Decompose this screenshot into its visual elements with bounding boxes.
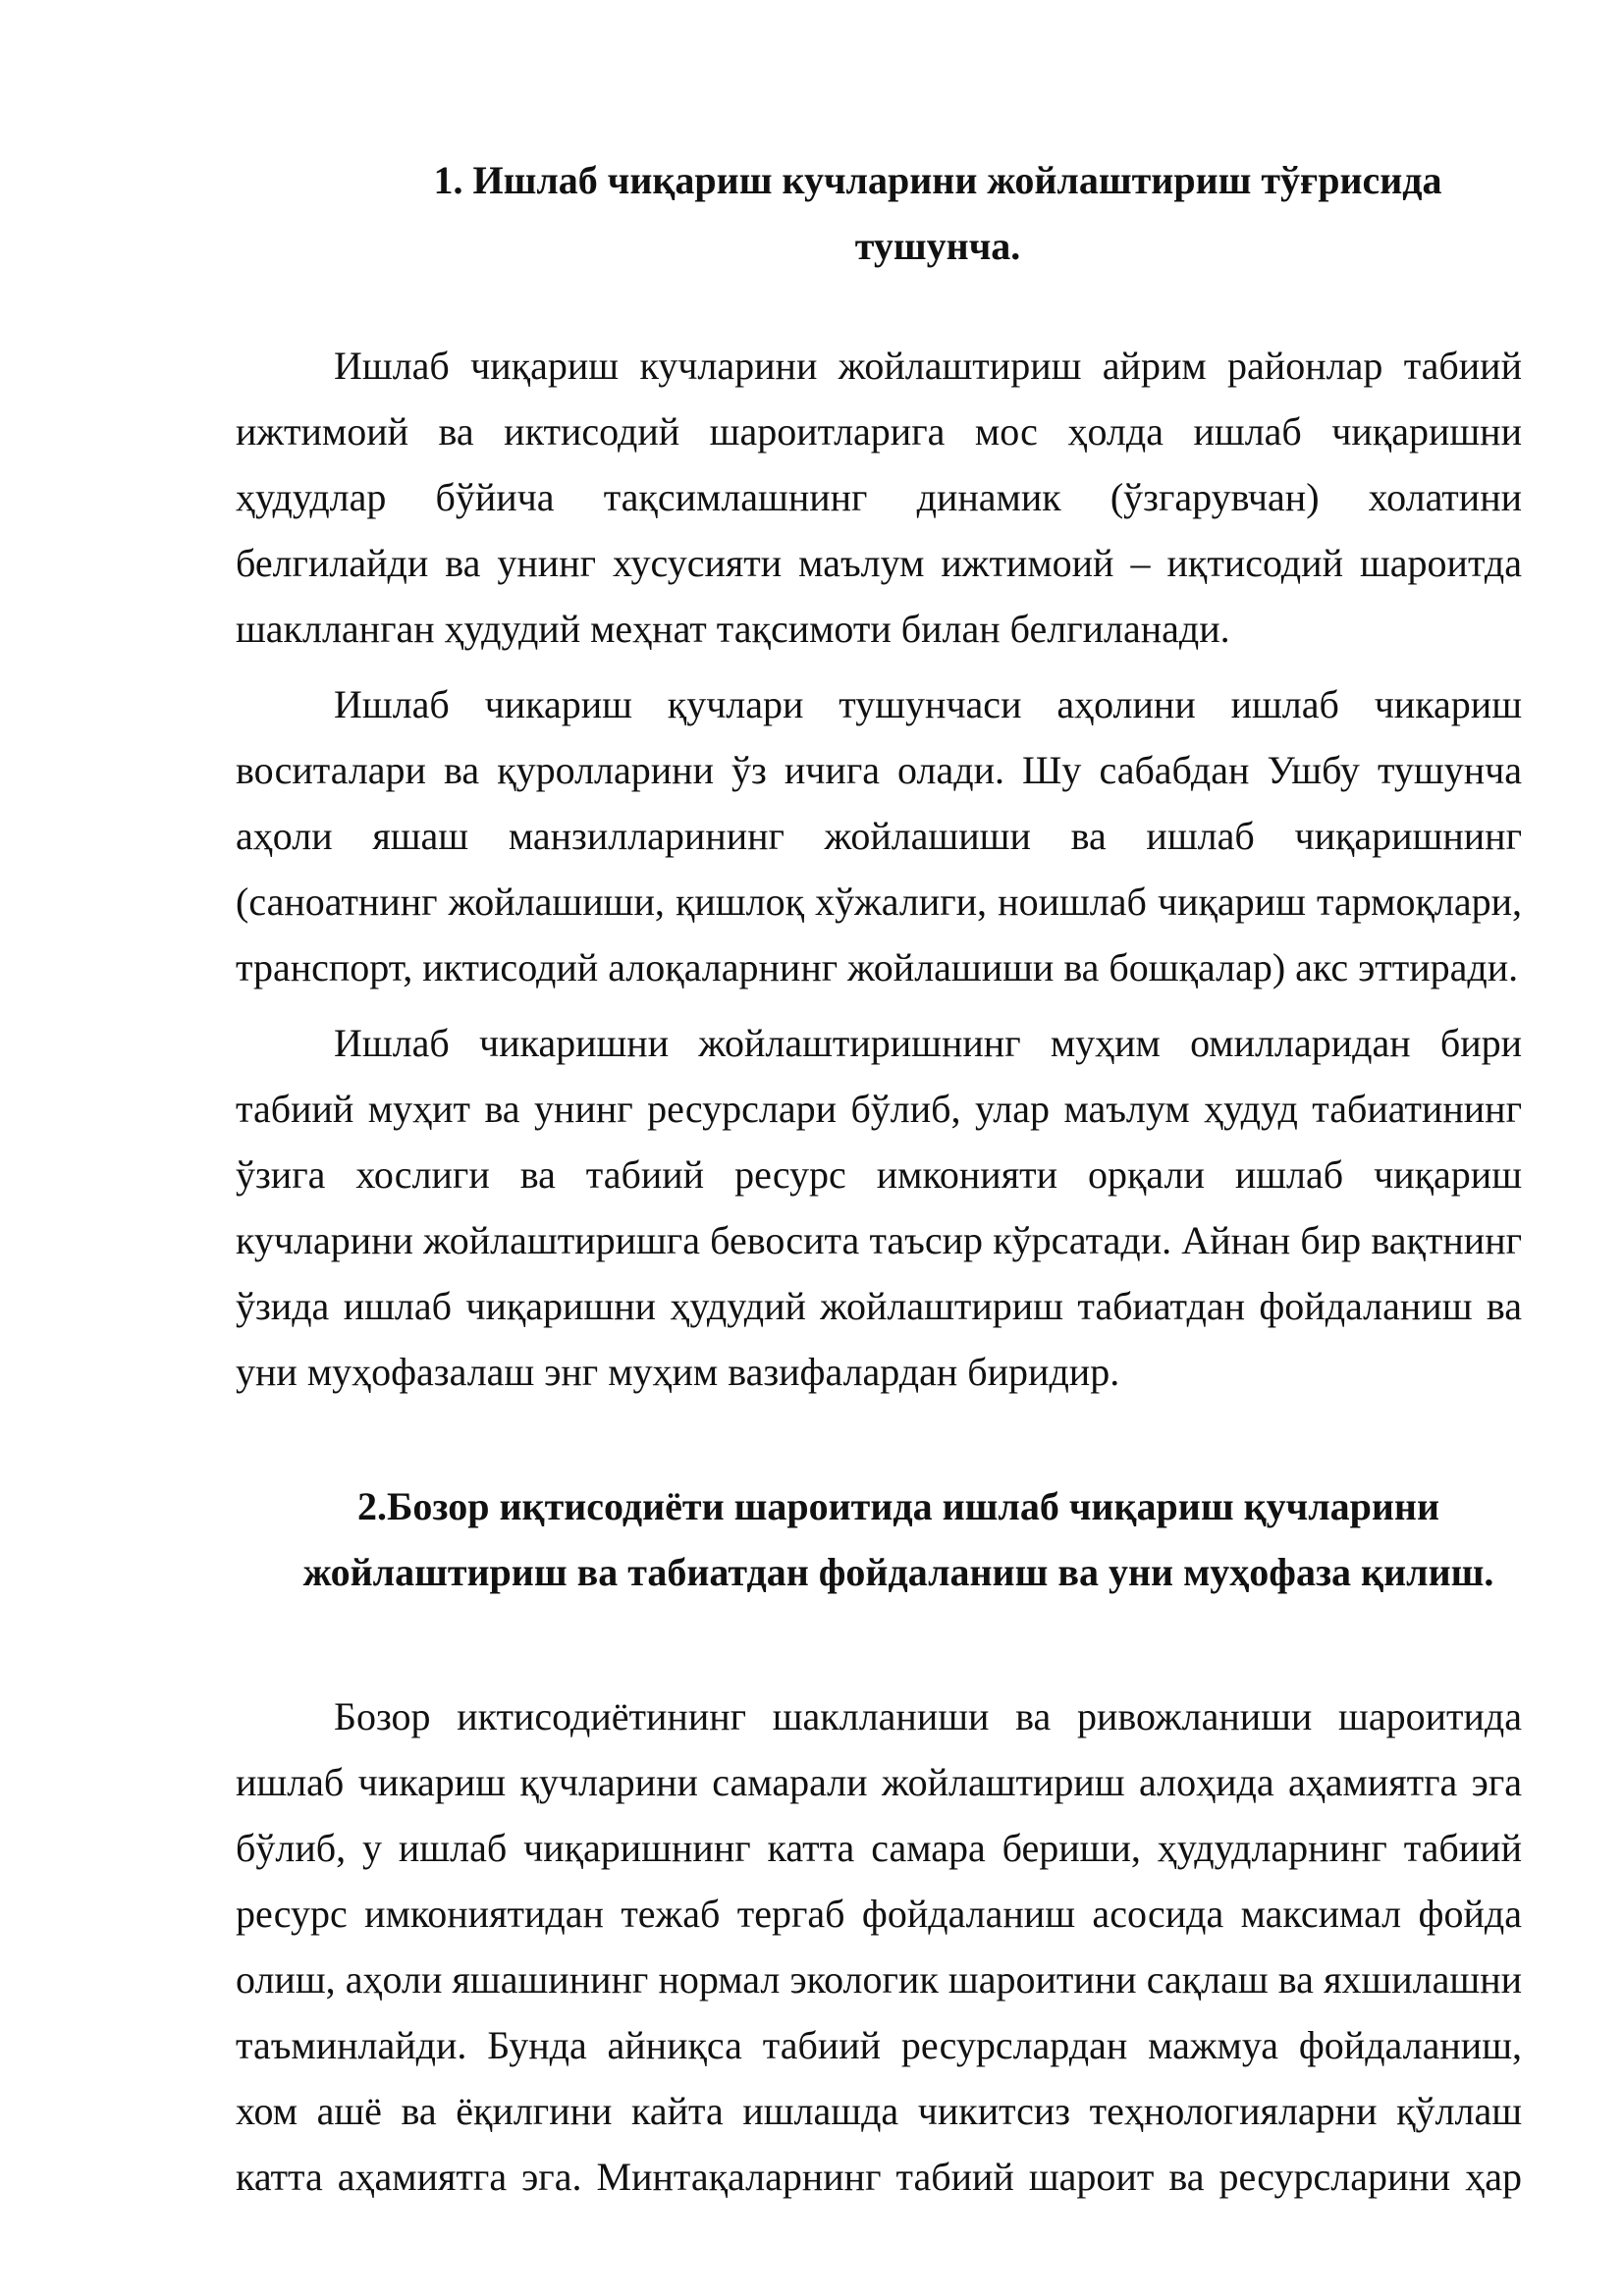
section-2-paragraph-1: Бозор иктисодиётининг шаклланиши ва ривожланиши шароитида ишлаб чикариш қучларини самарали жойлаштириш алоҳида аҳамиятга эга бўлиб, у ишлаб чиқаришнинг катта самара бериши, ҳудудларнинг табиий ресурс имкониятидан тежаб тергаб фойдаланиш асосида максимал фойда олиш, аҳоли яшашининг нормал экологик шароитини сақлаш ва яхшилашни таъминлайди. Бунда айниқса табиий ресурслардан мажмуа фойдаланиш, хом ашё ва ёқилгини кайта ишлашда чикитсиз теҳнологияларни қўллаш катта аҳамиятга эга. Минтақаларнинг табиий шароит ва ресурсларини ҳар [236, 1694, 1522, 2199]
document-page [236, 147, 1522, 2219]
section-2-heading-line-2: жойлаштириш ва табиатдан фойдаланиш ва уни муҳофаза қилиш. [302, 1550, 1494, 1594]
section-1-paragraph-3: Ишлаб чикаришни жойлаштиришнинг муҳим омилларидан бири табиий муҳит ва унинг ресурслари бўлиб, улар маълум ҳудуд табиатининг ўзига хослиги ва табиий ресурс имконияти орқали ишлаб чиқариш кучларини жойлаштиришга бевосита таъсир кўрсатади. Айнан бир вақтнинг ўзида ишлаб чиқаришни ҳудудий жойлаштириш табиатдан фойдаланиш ва уни муҳофазалаш энг муҳим вазифалардан биридир. [236, 1021, 1522, 1394]
section-1-paragraph-1: Ишлаб чиқариш кучларини жойлаштириш айрим районлар табиий ижтимоий ва иктисодий шароитларига мос ҳолда ишлаб чиқаришни ҳудудлар бўйича тақсимлашнинг динамик (ўзгарувчан) холатини белгилайди ва унинг хусусияти маълум ижтимоий – иқтисодий шароитда шаклланган ҳудудий меҳнат тақсимоти билан белгиланади. [236, 344, 1522, 651]
section-1-paragraph-2: Ишлаб чикариш қучлари тушунчаси аҳолини ишлаб чикариш воситалари ва қуролларини ўз ичига олади. Шу сабабдан Ушбу тушунча аҳоли яшаш манзилларининг жойлашиши ва ишлаб чиқаришнинг (саноатнинг жойлашиши, қишлоқ хўжалиги, ноишлаб чиқариш тармоқлари, транспорт, иктисодий алоқаларнинг жойлашиши ва бошқалар) акс эттиради. [236, 682, 1522, 989]
section-1-heading: 1. Ишлаб чиқариш кучларини жойлаштириш тўғрисида тушунча. [433, 158, 1442, 268]
section-2-heading [236, 1473, 1522, 1605]
section-2-heading-line-1: 2.Бозор иқтисодиёти шароитида ишлаб чиқариш қучларини [356, 1484, 1440, 1528]
